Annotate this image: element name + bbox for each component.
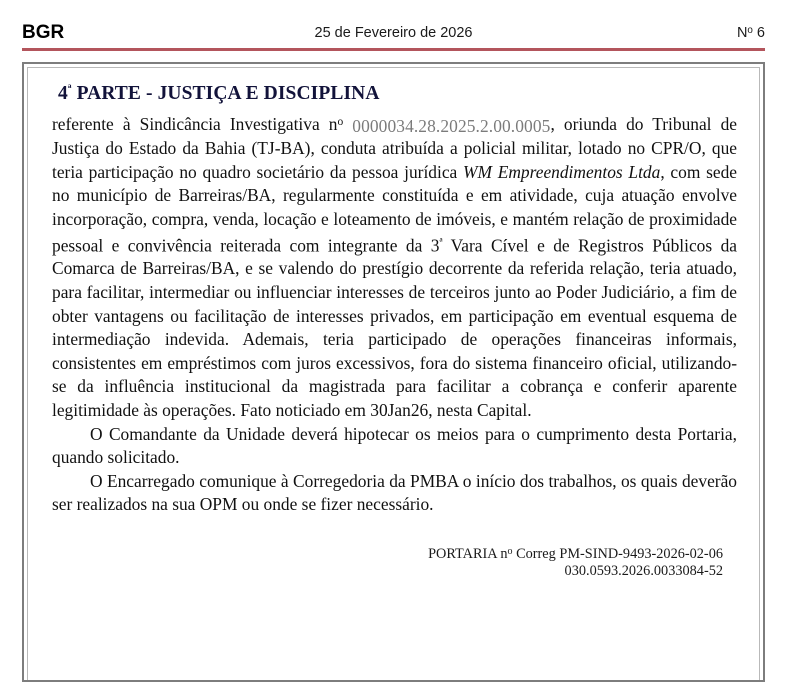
issue-number-value: 6 xyxy=(752,25,765,42)
issue-number xyxy=(737,26,765,46)
portaria-line-2: 030.0593.2026.0033084-52 xyxy=(564,563,723,580)
issue-number-ordinal: o xyxy=(747,25,753,37)
company-name: WM Empreendimentos Ltda xyxy=(463,161,661,182)
portaria-line-1 xyxy=(52,543,723,563)
publication-date: 25 de Fevereiro de 2026 xyxy=(314,25,473,41)
page-title xyxy=(58,82,737,105)
paragraph-comandante: O Comandante da Unidade deverá hipotecar os meios para o cumprimento desta Portaria, quando solicitado. xyxy=(52,423,737,468)
paragraph-part-c: Vara Cível e de Registros Públicos da Comarca de Barreiras/BA, e se valendo do prestígio decorrente da referida relação, teria atuado, para facilitar, intermediar ou influenciar interesses de terceiros junto ao Poder Judiciário, a fim de obter vantagens ou facilitação de interesses privados, em participação em eventual esquema de intermediação indevida. Ademais, teria participado de operações financeiras informais, consistentes em empréstimos com juros excessivos, fora do sistema financeiro oficial, utilizando-se da influência institucional da magistrada para facilitar a cobrança e conferir aparente legitimidade às operações. Fato noticiado em 30Jan26, nesta Capital. xyxy=(52,234,737,421)
paragraph-sindicancia xyxy=(52,111,737,422)
page-header xyxy=(0,0,787,58)
document-frame-inner-border xyxy=(27,67,760,680)
paragraph-part-b: , com sede no município de Barreiras/BA, regularmente constituída e em atividade, cuja atuação envolve incorporação, compra, venda, locação e loteamento de imóveis, e mantém relação de proximidade pessoal e convivência reiterada com integrante da 3 xyxy=(52,161,737,255)
portaria-ordinal: o xyxy=(507,546,513,558)
case-number-redacted: 0000034.28.2025.2.00.0005 xyxy=(352,115,551,136)
vara-ordinal: ª xyxy=(439,236,443,249)
paragraph-lead-in: referente à Sindicância Investigativa n xyxy=(52,114,338,135)
paragraph-encarregado: O Encarregado comunique à Corregedoria da PMBA o início dos trabalhos, os quais deverão ser realizados na sua OPM ou onde se fizer necessário. xyxy=(52,470,737,515)
document-frame xyxy=(22,62,765,682)
issue-number-prefix: N xyxy=(736,25,748,42)
paragraph-after-number: , oriunda do Tribunal de Justiça do Estado da Bahia (TJ-BA), conduta atribuída a policial militar, lotado no CPR/O, que teria participação no quadro societário da pessoa jurídica xyxy=(52,114,737,182)
publication-code: BGR xyxy=(22,22,65,43)
header-divider-rule xyxy=(22,48,765,51)
document-content xyxy=(28,68,759,680)
portaria-reference xyxy=(52,543,737,580)
portaria-code: Correg PM-SIND-9493-2026-02-06 xyxy=(512,546,723,563)
section-number: 4 xyxy=(58,83,68,105)
section-ordinal: ª xyxy=(67,82,72,96)
header-row xyxy=(22,0,765,46)
portaria-prefix: PORTARIA n xyxy=(428,546,508,563)
numero-ordinal: o xyxy=(337,116,344,129)
section-title-text: PARTE - JUSTIÇA E DISCIPLINA xyxy=(71,83,380,105)
